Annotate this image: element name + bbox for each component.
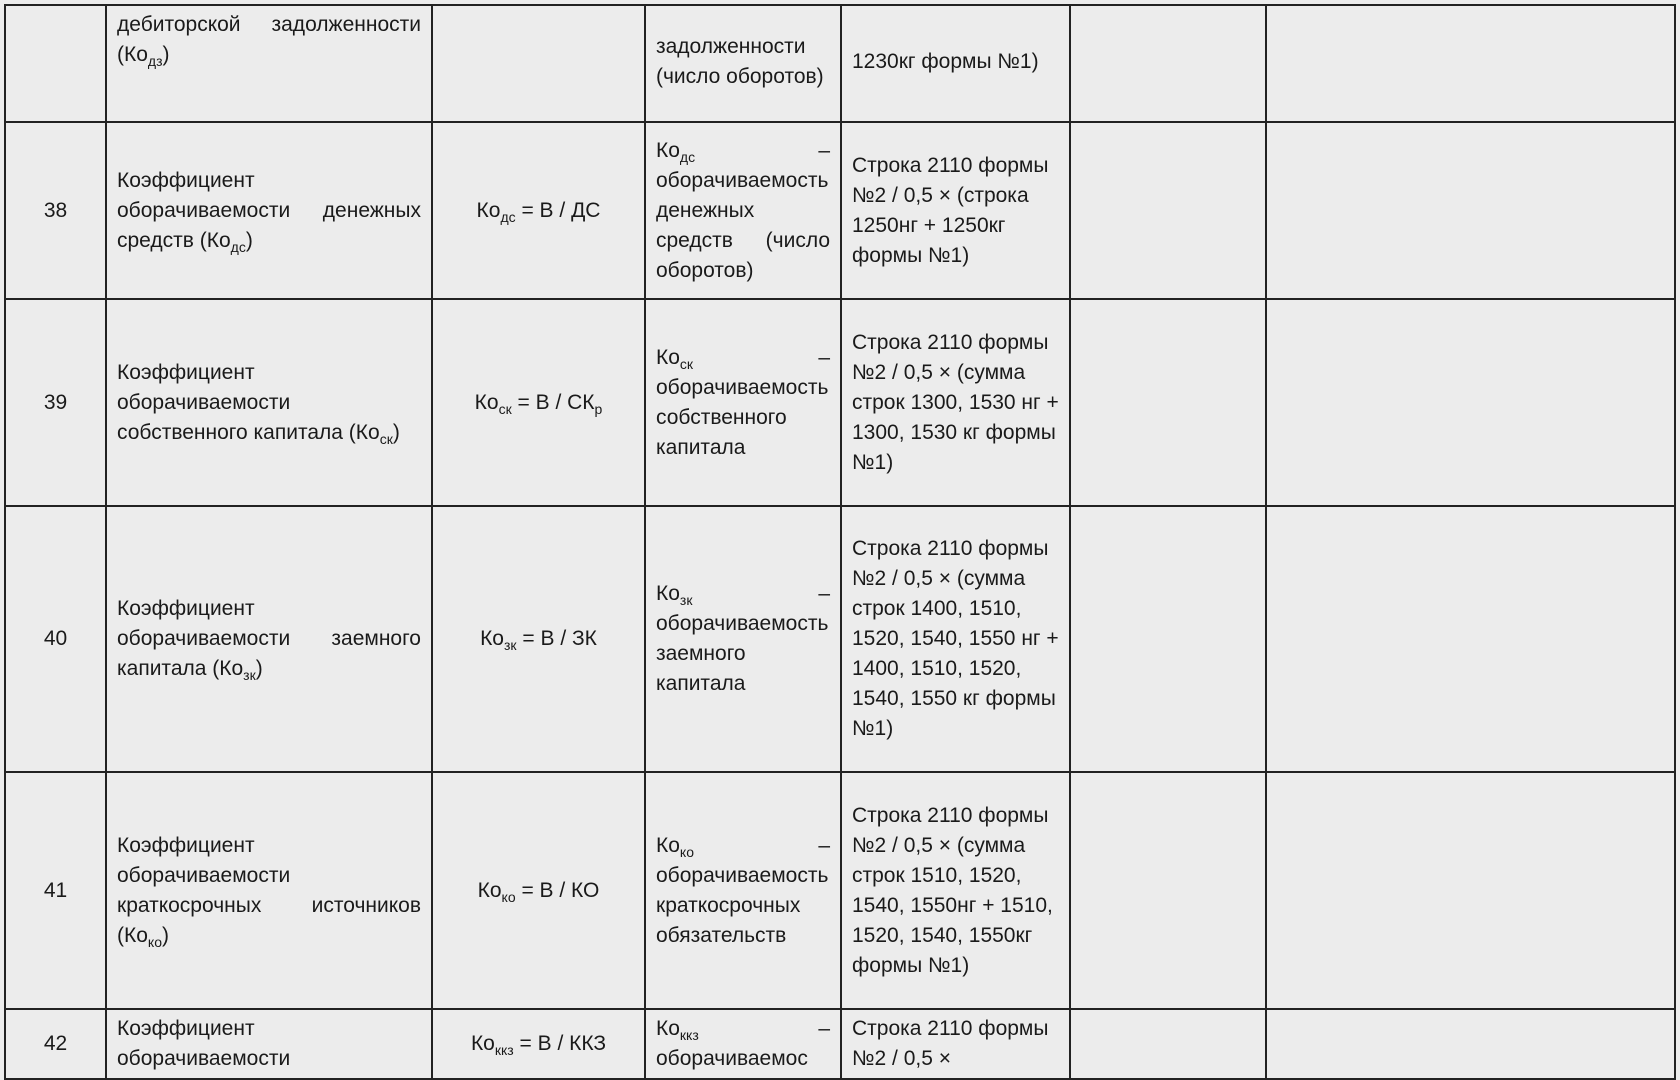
formula-cell: $Ко_{зк} = В$ / ЗК bbox=[432, 506, 645, 772]
indicator-name: Коэффициент оборачиваемости заемного капитала $(Ко_{зк})$ bbox=[106, 506, 432, 772]
table-row bbox=[5, 772, 1675, 1009]
empty-cell bbox=[1266, 122, 1675, 299]
empty-cell bbox=[1266, 506, 1675, 772]
row-number: 40 bbox=[5, 506, 106, 772]
description-cell: $Ко_{ккз}$ – оборачиваемос bbox=[645, 1009, 841, 1079]
table-row bbox=[5, 5, 1675, 122]
table-row bbox=[5, 299, 1675, 506]
table-row bbox=[5, 1009, 1675, 1079]
indicator-name: Коэффициент оборачиваемости собственного капитала $(Ко_{ск})$ bbox=[106, 299, 432, 506]
row-number: 38 bbox=[5, 122, 106, 299]
row-number: 41 bbox=[5, 772, 106, 1009]
table-row bbox=[5, 506, 1675, 772]
indicator-name: Коэффициент оборачиваемости bbox=[106, 1009, 432, 1079]
indicator-name: Коэффициент оборачиваемости краткосрочных источников $(Ко_{ко})$ bbox=[106, 772, 432, 1009]
source-cell: Строка 2110 формы №2 / 0,5 × (сумма строк 1510, 1520, 1540, 1550нг + 1510, 1520, 1540, 1550кг формы №1) bbox=[841, 772, 1070, 1009]
empty-cell bbox=[1070, 772, 1266, 1009]
table-row bbox=[5, 122, 1675, 299]
empty-cell bbox=[1266, 1009, 1675, 1079]
empty-cell bbox=[1266, 772, 1675, 1009]
source-cell: Строка 2110 формы №2 / 0,5 × (сумма строк 1300, 1530 нг + 1300, 1530 кг формы №1) bbox=[841, 299, 1070, 506]
formula-cell: $Ко_{ск} = В / СК_р$ bbox=[432, 299, 645, 506]
description-cell: $Ко_{дс}$ – оборачиваемость денежных средств (число оборотов) bbox=[645, 122, 841, 299]
formula-cell bbox=[432, 5, 645, 122]
source-cell: 1230кг формы №1) bbox=[841, 5, 1070, 122]
row-number bbox=[5, 5, 106, 122]
formula-cell: $Ко_{ко} = В$ / КО bbox=[432, 772, 645, 1009]
ratios-table bbox=[4, 4, 1676, 1080]
empty-cell bbox=[1266, 299, 1675, 506]
indicator-name: дебиторской задолженности $(Ко_{дз})$ bbox=[106, 5, 432, 122]
empty-cell bbox=[1070, 5, 1266, 122]
source-cell: Строка 2110 формы №2 / 0,5 × (сумма строк 1400, 1510, 1520, 1540, 1550 нг + 1400, 1510, 1520, 1540, 1550 кг формы №1) bbox=[841, 506, 1070, 772]
row-number: 42 bbox=[5, 1009, 106, 1079]
description-cell: $Ко_{ко}$ – оборачиваемость краткосрочных обязательств bbox=[645, 772, 841, 1009]
empty-cell bbox=[1070, 506, 1266, 772]
empty-cell bbox=[1266, 5, 1675, 122]
description-cell: $Ко_{зк}$ – оборачиваемость заемного капитала bbox=[645, 506, 841, 772]
indicator-name: Коэффициент оборачиваемости денежных средств $(Ко_{дс})$ bbox=[106, 122, 432, 299]
empty-cell bbox=[1070, 122, 1266, 299]
formula-cell: $Ко_{ккз} = В$ / ККЗ bbox=[432, 1009, 645, 1079]
row-number: 39 bbox=[5, 299, 106, 506]
source-cell: Строка 2110 формы №2 / 0,5 × (строка 1250нг + 1250кг формы №1) bbox=[841, 122, 1070, 299]
empty-cell bbox=[1070, 299, 1266, 506]
source-cell: Строка 2110 формы №2 / 0,5 × bbox=[841, 1009, 1070, 1079]
empty-cell bbox=[1070, 1009, 1266, 1079]
description-cell: $Ко_{ск}$ – оборачиваемость собственного капитала bbox=[645, 299, 841, 506]
description-cell: задолженности (число оборотов) bbox=[645, 5, 841, 122]
formula-cell: $Ко_{дс} = В$ / ДС bbox=[432, 122, 645, 299]
